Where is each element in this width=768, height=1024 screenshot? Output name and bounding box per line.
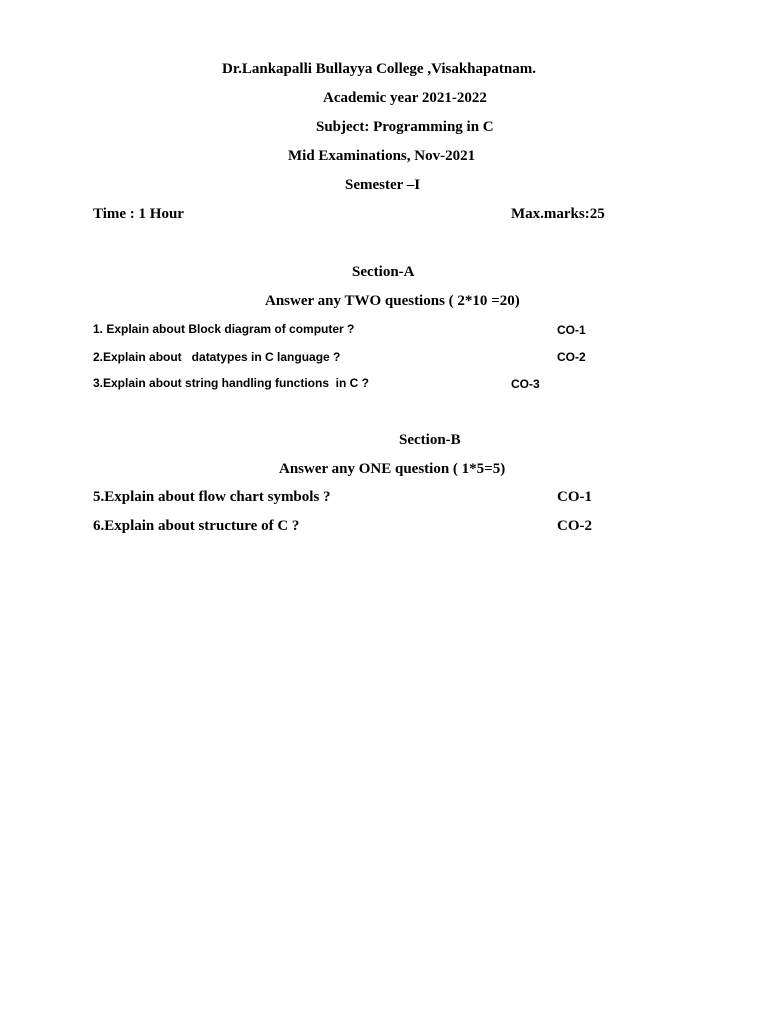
college-name: Dr.Lankapalli Bullayya College ,Visakhapatnam.: [222, 61, 536, 77]
question-6-co: CO-2: [557, 518, 592, 534]
question-1-co: CO-1: [557, 323, 586, 337]
question-3: 3.Explain about string handling functions in C ?: [93, 376, 369, 390]
academic-year: Academic year 2021-2022: [323, 90, 487, 106]
question-5: 5.Explain about flow chart symbols ?: [93, 489, 331, 505]
question-1: 1. Explain about Block diagram of computer ?: [93, 322, 355, 336]
section-a-title: Section-A: [352, 264, 415, 280]
section-b-instruction: Answer any ONE question ( 1*5=5): [279, 461, 506, 477]
question-5-co: CO-1: [557, 489, 592, 505]
section-a-instruction: Answer any TWO questions ( 2*10 =20): [265, 293, 520, 309]
time-duration: Time : 1 Hour: [93, 206, 184, 222]
max-marks: Max.marks:25: [511, 206, 605, 222]
exam-title: Mid Examinations, Nov-2021: [288, 148, 476, 164]
question-2: 2.Explain about datatypes in C language ?: [93, 350, 341, 364]
question-3-co: CO-3: [511, 377, 540, 391]
question-6: 6.Explain about structure of C ?: [93, 518, 300, 534]
section-b-title: Section-B: [399, 432, 461, 448]
semester-line: Semester –I: [345, 177, 421, 193]
question-2-co: CO-2: [557, 350, 586, 364]
subject-line: Subject: Programming in C: [316, 119, 494, 135]
